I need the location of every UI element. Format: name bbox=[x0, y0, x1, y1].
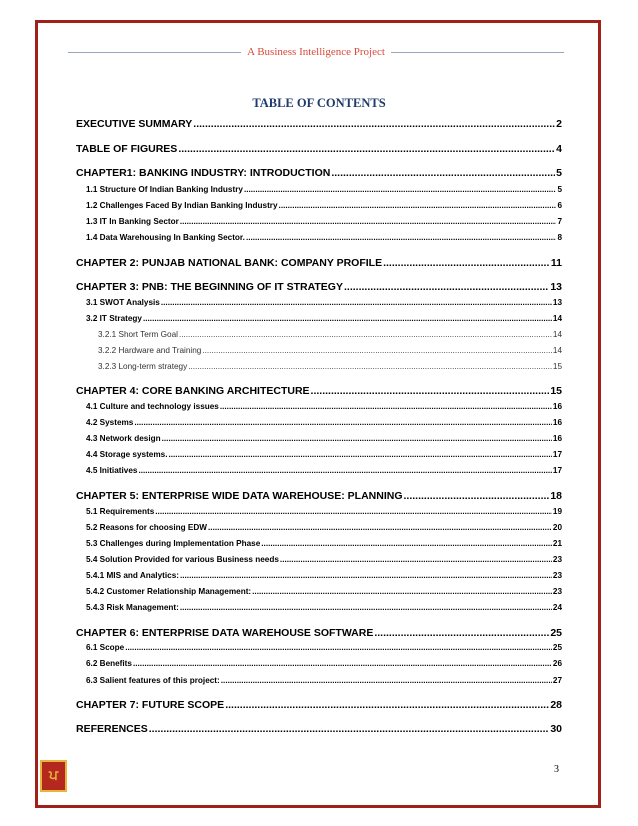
toc-dot-leader bbox=[193, 118, 555, 130]
toc-entry-page: 14 bbox=[552, 346, 562, 355]
toc-section-entry[interactable] bbox=[76, 450, 562, 459]
toc-section-entry[interactable] bbox=[76, 434, 562, 443]
toc-dot-leader bbox=[188, 362, 552, 371]
toc-entry-label: 6.2 Benefits bbox=[86, 659, 132, 668]
toc-dot-leader bbox=[180, 571, 552, 580]
toc-chapter-entry[interactable] bbox=[76, 627, 562, 639]
toc-entry-label: 3.1 SWOT Analysis bbox=[86, 298, 160, 307]
toc-dot-leader bbox=[134, 418, 552, 427]
toc-dot-leader bbox=[225, 699, 549, 711]
toc-section-entry[interactable] bbox=[76, 659, 562, 668]
toc-section-entry[interactable] bbox=[76, 418, 562, 427]
toc-dot-leader bbox=[311, 385, 550, 397]
toc-dot-leader bbox=[180, 603, 552, 612]
toc-chapter-entry[interactable] bbox=[76, 490, 562, 502]
toc-entry-label: 4.5 Initiatives bbox=[86, 466, 138, 475]
toc-dot-leader bbox=[331, 167, 555, 179]
toc-section-entry[interactable] bbox=[76, 643, 562, 652]
toc-entry-label: 3.2 IT Strategy bbox=[86, 314, 142, 323]
toc-section-entry[interactable] bbox=[76, 330, 562, 339]
running-header bbox=[68, 44, 564, 60]
toc-dot-leader bbox=[279, 201, 557, 210]
toc-entry-page: 13 bbox=[550, 281, 562, 293]
toc-entry-page: 14 bbox=[552, 330, 562, 339]
toc-entry-label: CHAPTER 3: PNB: THE BEGINNING OF IT STRATEGY bbox=[76, 281, 343, 293]
toc-chapter-entry[interactable] bbox=[76, 699, 562, 711]
toc-dot-leader bbox=[220, 402, 552, 411]
toc-entry-label: REFERENCES bbox=[76, 723, 148, 735]
toc-dot-leader bbox=[208, 523, 552, 532]
toc-entry-label: 6.3 Salient features of this project: bbox=[86, 676, 220, 685]
toc-entry-label: CHAPTER 2: PUNJAB NATIONAL BANK: COMPANY PROFILE bbox=[76, 257, 383, 269]
toc-dot-leader bbox=[403, 490, 549, 502]
toc-entry-label: CHAPTER1: BANKING INDUSTRY: INTRODUCTION bbox=[76, 167, 331, 179]
toc-dot-leader bbox=[261, 539, 552, 548]
toc-entry-label: CHAPTER 5: ENTERPRISE WIDE DATA WAREHOUSE: PLANNING bbox=[76, 490, 403, 502]
toc-entry-page: 15 bbox=[552, 362, 562, 371]
toc-dot-leader bbox=[180, 217, 557, 226]
toc-entry-page: 23 bbox=[552, 587, 562, 596]
toc-entry-page: 7 bbox=[557, 217, 562, 226]
toc-dot-leader bbox=[221, 676, 552, 685]
toc-section-entry[interactable] bbox=[76, 507, 562, 516]
toc-section-entry[interactable] bbox=[76, 346, 562, 355]
toc-entry-page: 24 bbox=[552, 603, 562, 612]
toc-chapter-entry[interactable] bbox=[76, 385, 562, 397]
toc-dot-leader bbox=[244, 185, 556, 194]
toc-dot-leader bbox=[178, 143, 555, 155]
toc-dot-leader bbox=[374, 627, 549, 639]
toc-dot-leader bbox=[246, 233, 557, 242]
toc-chapter-entry[interactable] bbox=[76, 118, 562, 130]
toc-entry-label: 5.1 Requirements bbox=[86, 507, 155, 516]
toc-entry-label: 1.4 Data Warehousing In Banking Sector. bbox=[86, 233, 245, 242]
toc-section-entry[interactable] bbox=[76, 233, 562, 242]
page-border bbox=[35, 20, 601, 808]
toc-entry-page: 13 bbox=[552, 298, 562, 307]
toc-dot-leader bbox=[168, 450, 551, 459]
logo-glyph: ਪ bbox=[48, 768, 59, 784]
toc-section-entry[interactable] bbox=[76, 185, 562, 194]
toc-section-entry[interactable] bbox=[76, 362, 562, 371]
toc-dot-leader bbox=[252, 587, 552, 596]
toc-section-entry[interactable] bbox=[76, 298, 562, 307]
toc-entry-label: 5.4 Solution Provided for various Business needs bbox=[86, 555, 279, 564]
toc-entry-page: 23 bbox=[552, 555, 562, 564]
toc-section-entry[interactable] bbox=[76, 571, 562, 580]
toc-dot-leader bbox=[179, 330, 552, 339]
toc-entry-page: 14 bbox=[552, 314, 562, 323]
toc-entry-page: 16 bbox=[552, 418, 562, 427]
toc-entry-page: 15 bbox=[550, 385, 562, 397]
header-rule-left bbox=[68, 52, 241, 53]
toc-dot-leader bbox=[138, 466, 551, 475]
toc-entry-label: 3.2.2 Hardware and Training bbox=[98, 346, 202, 355]
toc-entry-label: CHAPTER 7: FUTURE SCOPE bbox=[76, 699, 225, 711]
toc-dot-leader bbox=[280, 555, 552, 564]
toc-entry-label: 3.2.3 Long-term strategy bbox=[98, 362, 188, 371]
toc-entry-page: 27 bbox=[552, 676, 562, 685]
toc-entry-label: 1.3 IT In Banking Sector bbox=[86, 217, 179, 226]
toc-section-entry[interactable] bbox=[76, 539, 562, 548]
toc-entry-page: 28 bbox=[550, 699, 562, 711]
toc-chapter-entry[interactable] bbox=[76, 257, 562, 269]
toc-dot-leader bbox=[162, 434, 552, 443]
page-number: 3 bbox=[554, 764, 559, 775]
toc-entry-page: 18 bbox=[550, 490, 562, 502]
toc-chapter-entry[interactable] bbox=[76, 281, 562, 293]
toc-dot-leader bbox=[133, 659, 552, 668]
toc-entry-label: CHAPTER 6: ENTERPRISE DATA WAREHOUSE SOFTWARE bbox=[76, 627, 374, 639]
toc-entry-page: 11 bbox=[550, 257, 562, 269]
toc-entry-label: 5.4.2 Customer Relationship Management: bbox=[86, 587, 252, 596]
toc-entry-page: 21 bbox=[552, 539, 562, 548]
toc-section-entry[interactable] bbox=[76, 523, 562, 532]
toc-dot-leader bbox=[143, 314, 552, 323]
toc-dot-leader bbox=[155, 507, 552, 516]
toc-chapter-entry[interactable] bbox=[76, 167, 562, 179]
toc-entry-page: 30 bbox=[550, 723, 562, 735]
toc-entry-page: 8 bbox=[557, 233, 562, 242]
toc-entry-page: 26 bbox=[552, 659, 562, 668]
toc-section-entry[interactable] bbox=[76, 603, 562, 612]
pnb-logo-icon bbox=[40, 760, 67, 792]
toc-chapter-entry[interactable] bbox=[76, 723, 562, 735]
toc-section-entry[interactable] bbox=[76, 587, 562, 596]
toc-entry-label: 5.4.3 Risk Management: bbox=[86, 603, 179, 612]
toc-entry-label: 6.1 Scope bbox=[86, 643, 125, 652]
toc-entry-page: 19 bbox=[552, 507, 562, 516]
toc-section-entry[interactable] bbox=[76, 217, 562, 226]
toc-title: TABLE OF CONTENTS bbox=[252, 96, 386, 110]
toc-dot-leader bbox=[149, 723, 550, 735]
toc-entry-label: 4.3 Network design bbox=[86, 434, 161, 443]
toc-entry-label: 1.2 Challenges Faced By Indian Banking Industry bbox=[86, 201, 278, 210]
toc-entry-label: 4.2 Systems bbox=[86, 418, 134, 427]
toc-entry-page: 5 bbox=[556, 167, 562, 179]
toc-section-entry[interactable] bbox=[76, 314, 562, 323]
toc-dot-leader bbox=[161, 298, 552, 307]
toc-entry-label: TABLE OF FIGURES bbox=[76, 143, 178, 155]
toc-section-entry[interactable] bbox=[76, 555, 562, 564]
toc-entry-page: 17 bbox=[552, 450, 562, 459]
toc-dot-leader bbox=[202, 346, 552, 355]
toc-dot-leader bbox=[383, 257, 550, 269]
toc-entry-label: 5.2 Reasons for choosing EDW bbox=[86, 523, 208, 532]
toc-entry-page: 16 bbox=[552, 434, 562, 443]
toc-chapter-entry[interactable] bbox=[76, 143, 562, 155]
toc-entry-page: 25 bbox=[552, 643, 562, 652]
toc-section-entry[interactable] bbox=[76, 201, 562, 210]
toc-entry-label: 5.4.1 MIS and Analytics: bbox=[86, 571, 179, 580]
toc-entry-label: 1.1 Structure Of Indian Banking Industry bbox=[86, 185, 243, 194]
toc-entry-label: CHAPTER 4: CORE BANKING ARCHITECTURE bbox=[76, 385, 310, 397]
toc-entry-label: 4.1 Culture and technology issues bbox=[86, 402, 219, 411]
header-rule-right bbox=[391, 52, 564, 53]
toc-entry-label: 3.2.1 Short Term Goal bbox=[98, 330, 178, 339]
toc-entry-label: 4.4 Storage systems. bbox=[86, 450, 168, 459]
toc-entry-page: 23 bbox=[552, 571, 562, 580]
toc-entry-page: 20 bbox=[552, 523, 562, 532]
toc-section-entry[interactable] bbox=[76, 402, 562, 411]
toc-entry-label: 5.3 Challenges during Implementation Phase bbox=[86, 539, 261, 548]
toc-entry-page: 25 bbox=[550, 627, 562, 639]
toc-entry-page: 4 bbox=[556, 143, 562, 155]
toc-entry-label: EXECUTIVE SUMMARY bbox=[76, 118, 193, 130]
header-title: A Business Intelligence Project bbox=[247, 46, 385, 58]
toc-dot-leader bbox=[344, 281, 549, 293]
toc-dot-leader bbox=[125, 643, 552, 652]
toc-section-entry[interactable] bbox=[76, 676, 562, 685]
toc-entry-page: 2 bbox=[556, 118, 562, 130]
toc-section-entry[interactable] bbox=[76, 466, 562, 475]
toc-entry-page: 5 bbox=[557, 185, 562, 194]
toc-entry-page: 6 bbox=[557, 201, 562, 210]
toc-entry-page: 17 bbox=[552, 466, 562, 475]
toc-entry-page: 16 bbox=[552, 402, 562, 411]
